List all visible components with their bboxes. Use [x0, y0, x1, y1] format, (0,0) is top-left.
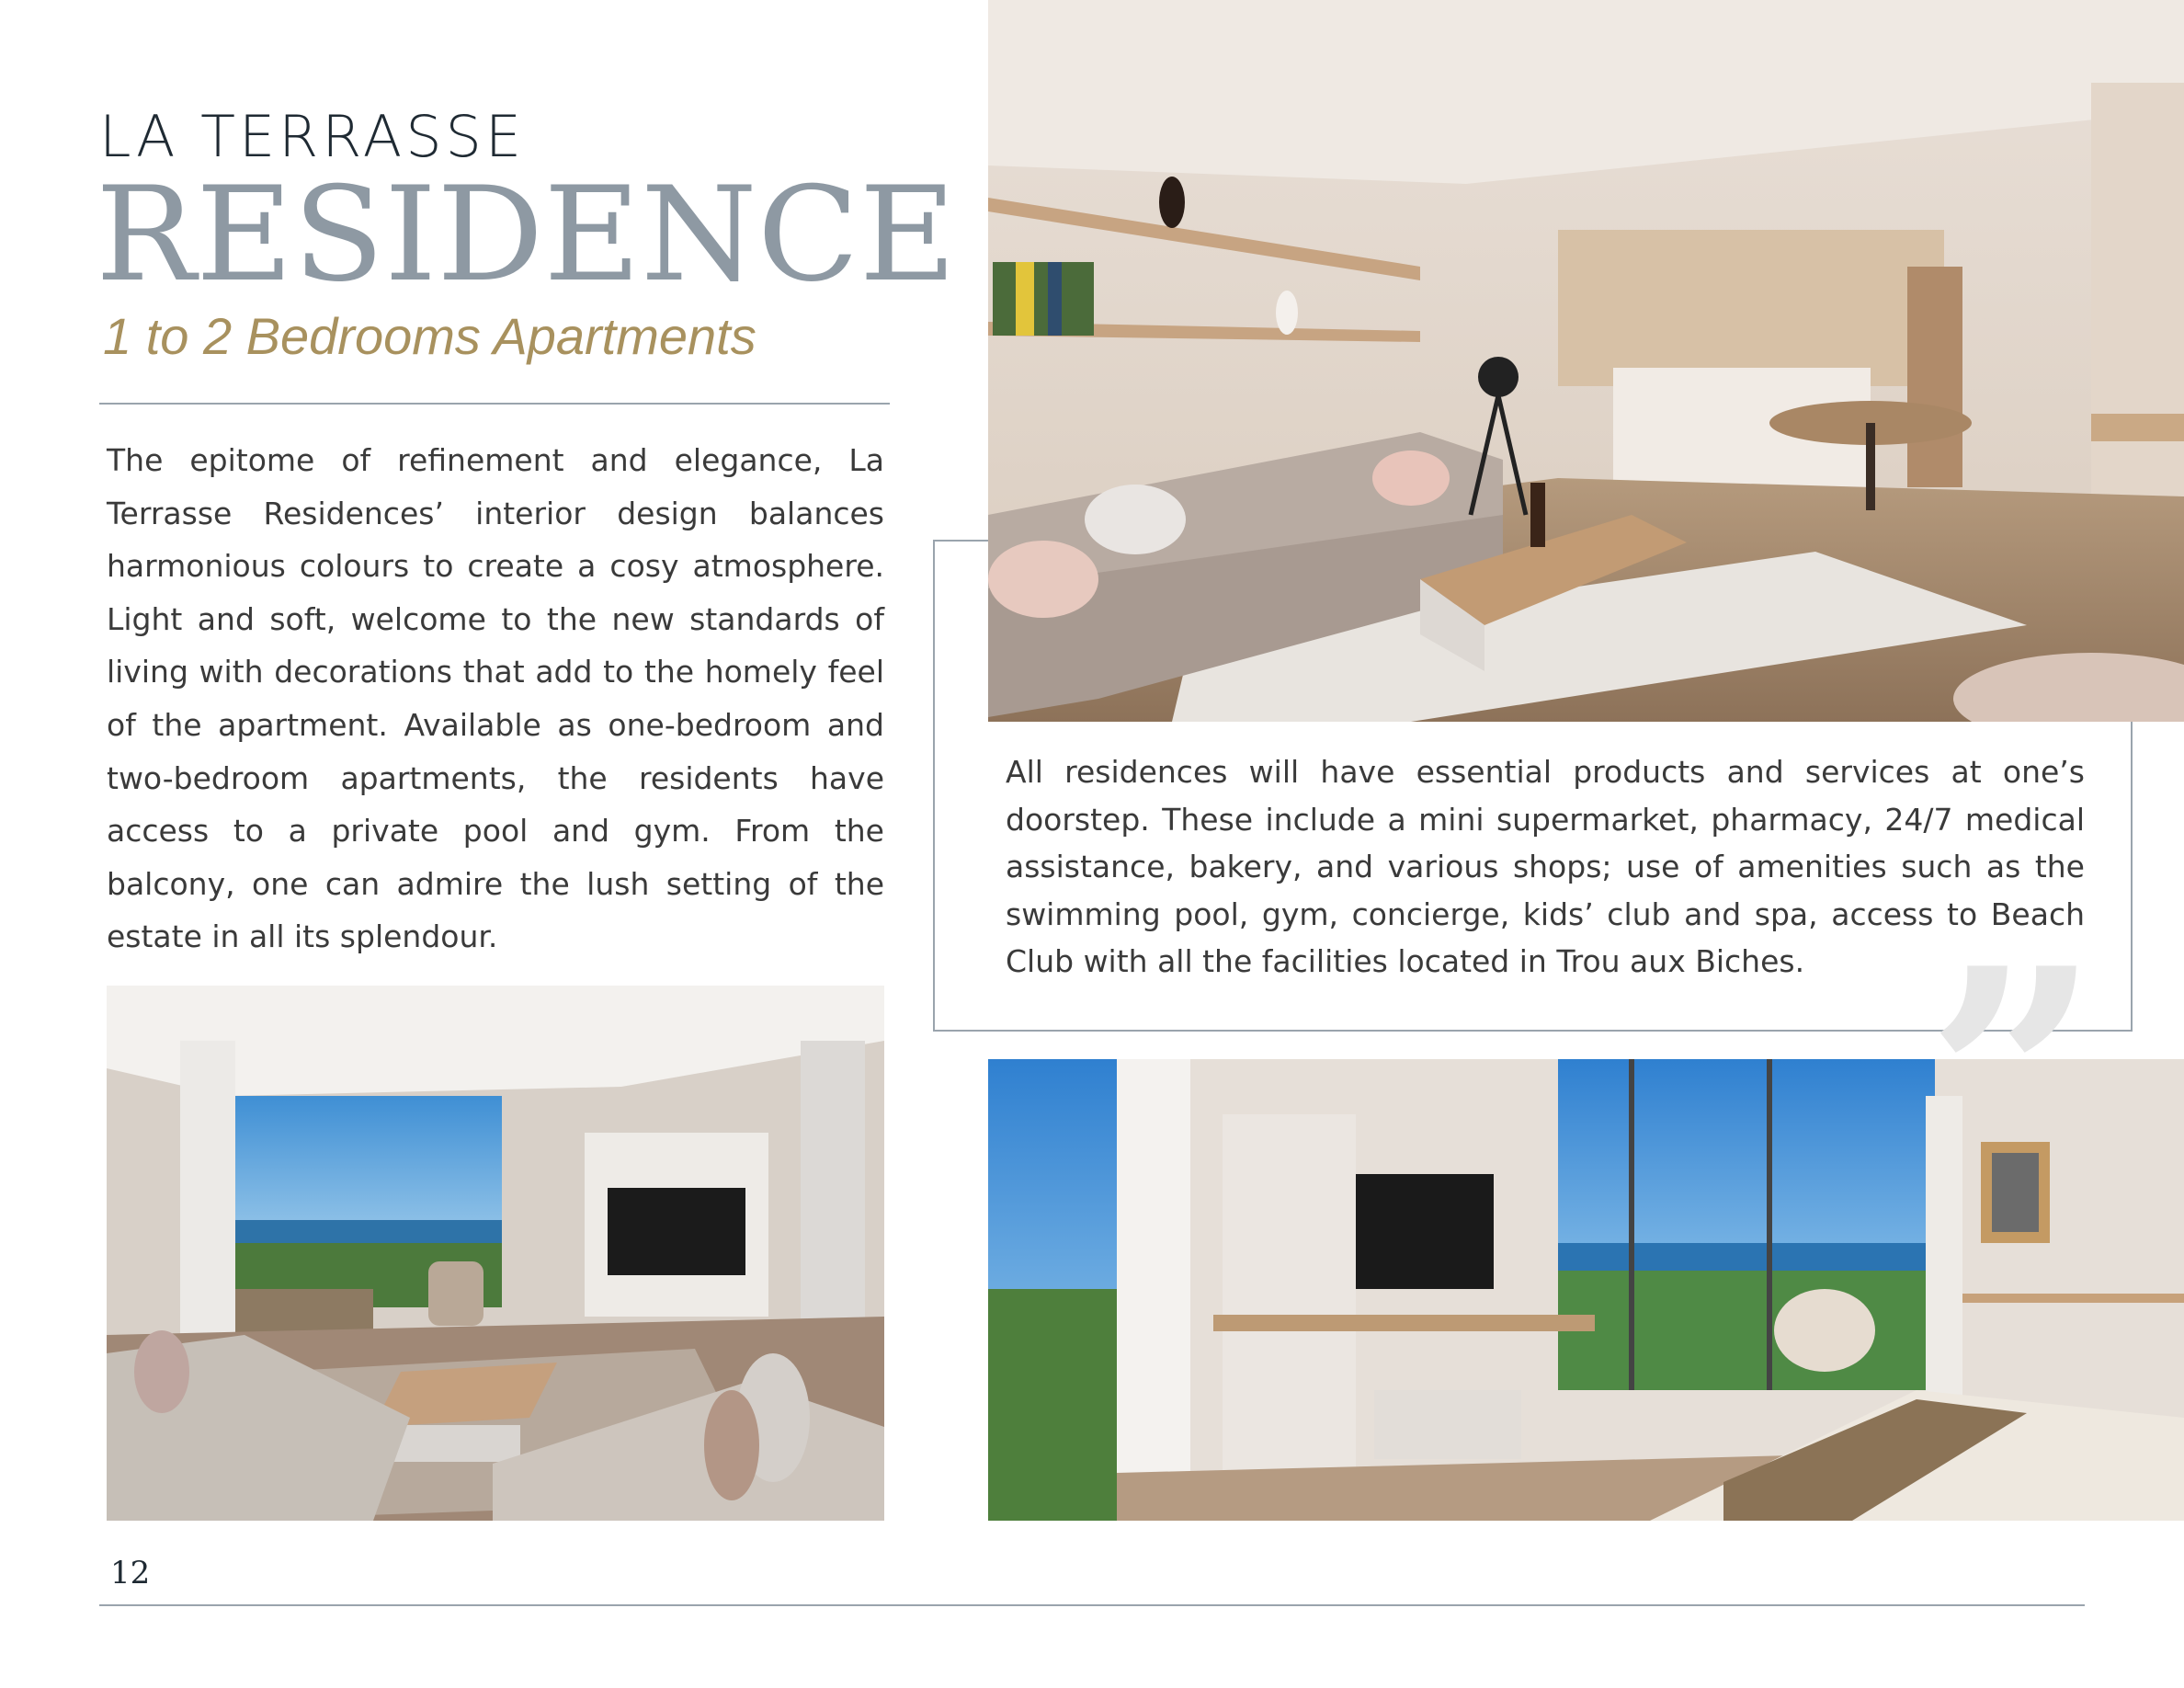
bedroom-photo — [988, 1059, 2184, 1521]
living-room-photo — [988, 0, 2184, 722]
page-title: RESIDENCE — [96, 159, 957, 311]
intro-paragraph: The epitome of refinement and elegance, La Terrasse Residences’ interior design balances harmonious colours to create a cosy atmosphere. Light and soft, welcome to the new standards of living with decorations that add to the homely feel of the apartment. Available as one-bedroom and two-bedroom apartments, the residents have access to a private pool and gym. From the balcony, one can admire the lush setting of the estate in all its splendour. — [107, 442, 884, 955]
page-subtitle: 1 to 2 Bedrooms Apartments — [103, 307, 756, 365]
lounge-photo — [107, 986, 884, 1521]
title-kicker: LA TERRASSE — [99, 103, 526, 170]
header-divider — [99, 403, 890, 405]
page-number: 12 — [110, 1555, 151, 1591]
callout-text: All residences will have essential products and services at one’s doorstep. These include a mini supermarket, pharmacy, 24/7 medical assistance, bakery, and various shops; use of amenities such as the swimming pool, gym, concierge, kids’ club and spa, access to Beach Club with all the facilities located in Trou aux Biches. — [1006, 754, 2085, 979]
footer-divider — [99, 1604, 2085, 1606]
